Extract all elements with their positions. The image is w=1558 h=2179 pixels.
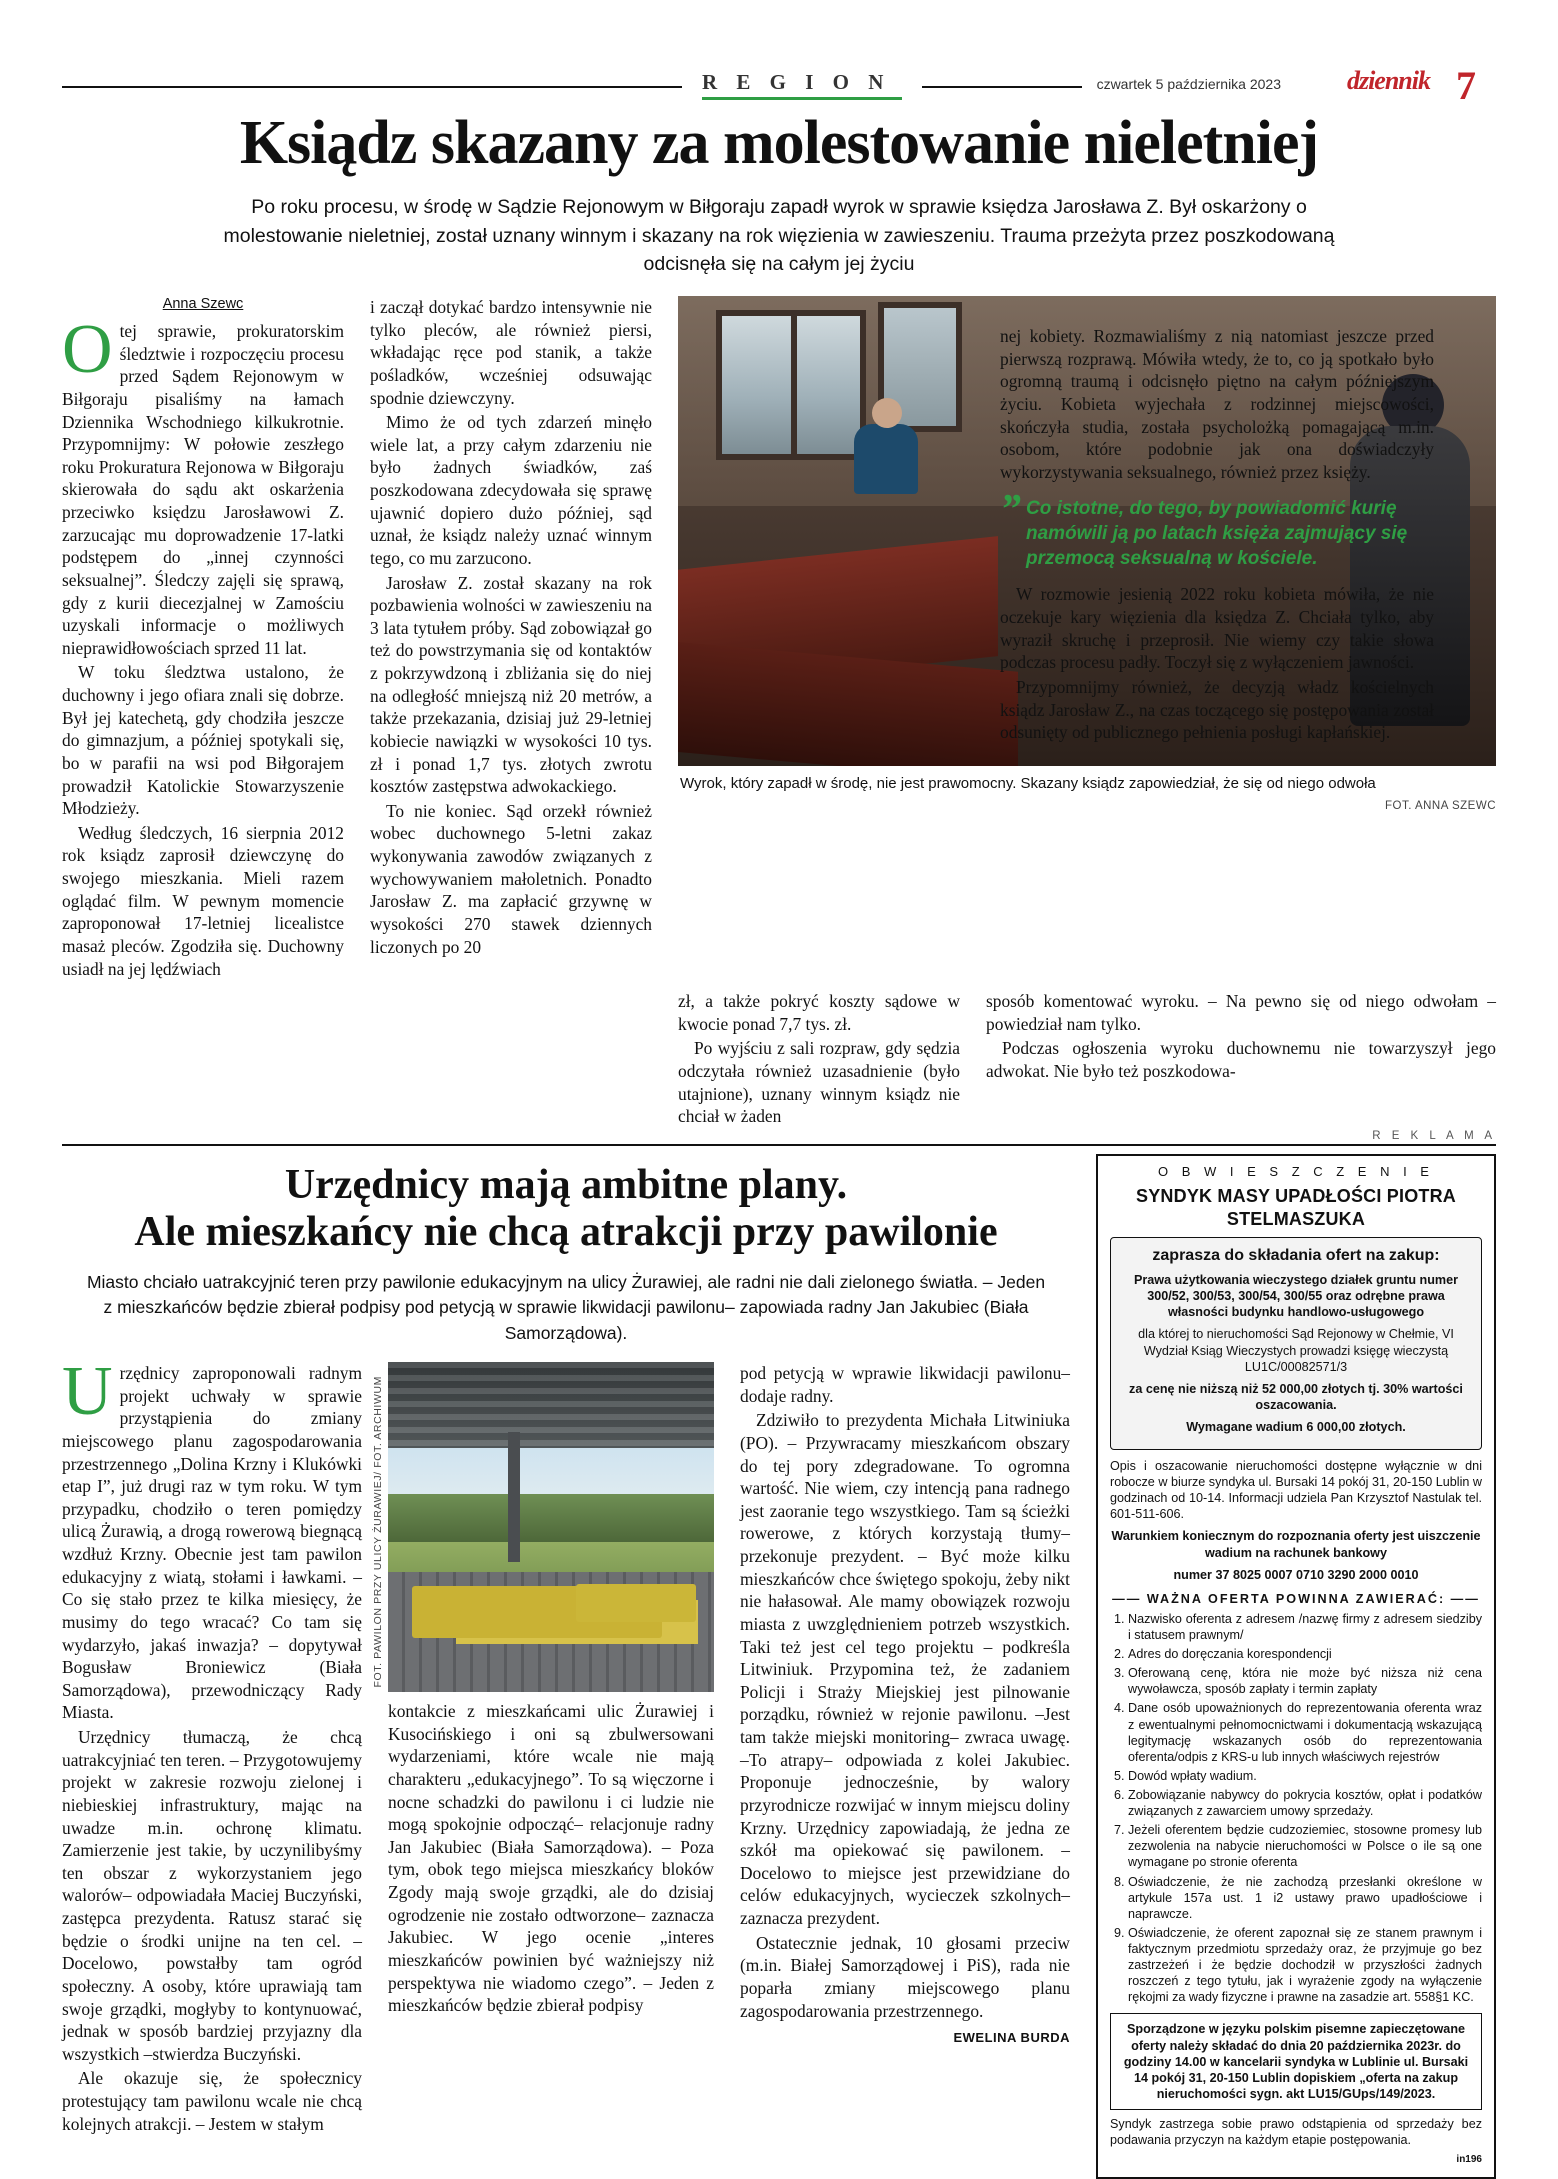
paragraph: Według śledczych, 16 sierpnia 2012 rok ksiądz zaprosił dziewczynę do swojego mieszkania. Mieli razem oglądać film. W pewnym momencie zaproponował 17-letniej licealistce masaż pleców. Zgodziła się. Duchowny usiadł na jej lędźwiach (62, 822, 344, 979)
paragraph (62, 311, 344, 659)
dropcap: O (62, 311, 113, 389)
article2-headline-line2: Ale mieszkańcy nie chcą atrakcji przy pawilonie (134, 1208, 998, 1255)
paragraph: Ale okazuje się, że społecznicy protestujący tam pawilonu wcale nie chcą kolejnych atrakcji. – Jestem w stałym (62, 2068, 362, 2134)
article1-headline: Ksiądz skazany za molestowanie nieletniej (239, 109, 1319, 177)
ad-condition: Warunkiem koniecznym do rozpoznania oferty jest uiszczenie wadium na rachunek bankowy (1111, 1529, 1481, 1560)
paragraph: To nie koniec. Sąd orzekł również wobec duchownego 5-letni zakaz wykonywania zawodów związanych z wychowywaniem małoletnich. Ponadto Jarosław Z. ma zapłacić grzywnę w wysokości 270 stawek dziennych liczonych po 20 (370, 800, 652, 957)
ad-title: SYNDYK MASY UPADŁOŚCI PIOTRA STELMASZUKA (1136, 1185, 1456, 1229)
section-divider-block (62, 1129, 1496, 1146)
article1-pullquote (1000, 487, 1434, 575)
dropcap: U (62, 1353, 113, 1431)
paragraph: Zdziwiło to prezydenta Michała Litwiniuka (PO). – Przywracamy mieszkańcom obszary do tej pory zdegradowane. To ogromna wartość. Nie wiem, czy intencją pana radnego jest zaoranie tego wszystkiego. Tam są ścieżki rowerowe, z których korzystają tłumy– przekonuje prezydent. – Być może kilku mieszkańców chce świętego spokoju, żeby nikt nie hałasował. Ale mamy obowiązek rozwoju miasta z uwzględnieniem potrzeb wszystkich. Taki też jest cel tego projektu – podkreśla Litwiniuk. Przypomina też, że zadaniem Policji i Straży Miejskiej jest pilnowanie porządku, również w rejonie pawilonu. –Jest tam także miejski monitoring– zwraca uwagę. –To atrapy– odpowiada z kolei Jakubiec. Proponuje jednocześnie, by walory przyrodnicze rozwijać w innym miejscu doliny Krzny. Urzędnicy zapowiadają, że jedna ze szkół ma opiekować się pawilonem. – Docelowo to miejsce jest przewidziane do celów edukacyjnych, wycieczek szkolnych–zaznacza prezydent. (740, 1410, 1070, 1929)
paragraph-text: tej sprawie, prokuratorskim śledztwie i rozpoczęciu procesu przed Sądem Rejonowym w Biłgoraju pisaliśmy na łamach Dziennika Wschodniego kilkukrotnie. Przypomnijmy: W połowie zeszłego roku Prokuratura Rejonowa w Biłgoraju skierowała do sądu akt oskarżenia przeciwko księdzu Jarosławowi Z. zarzucając mu doprowadzenie 17-latki podstępem do „innej czynności seksualnej”. Śledczy zajęli się sprawą, gdy z kurii diecezjalnej w Zamościu uzyskali informacje o możliwych nieprawidłowościach sprzed 11 lat. (62, 321, 344, 658)
paragraph: Przypomnijmy również, że decyzją władz kościelnych ksiądz Jarosław Z., na czas toczącego się postępowania został odsunięty od publicznego pełnienia posługi kapłańskiej. (1000, 676, 1434, 743)
article2-lead: Miasto chciało uatrakcyjnić teren przy pawilonie edukacyjnym na ulicy Żurawiej, ale radni nie dali zielonego światła. – Jeden z mieszkańców będzie zbierał podpisy pod petycją w sprawie likwidacji pawilonu– zapowiada radny Jan Jakubiec (Biała Samorządowa). (86, 1271, 1046, 1343)
pavilion-photo (388, 1362, 714, 1692)
masthead-rule-left (62, 86, 682, 88)
photo-bench-secondary (576, 1584, 696, 1622)
list-item: 4. Dane osób upoważnionych do reprezentowania oferenta wraz z ewentualnymi pełnomocnictwami i dokumentacją wskazującą legitymację wskazanych osób do reprezentowania oferenta/odpis z KRS-u lub innych właściwych rejestrów (1128, 1700, 1482, 1764)
paragraph: Jarosław Z. został skazany na rok pozbawienia wolności w zawieszeniu na 3 lata tytułem próby. Sąd zobowiązał go też do powstrzymania się od kontaktów z pokrzywdzoną i zbliżania się do niej na odległość mniejszą niż 20 metrów, a także przekazania, dzisiaj już 29-letniej kobiecie nawiązki w wysokości 10 tys. zł i ponad 1,7 tys. złotych zwrotu kosztów zastępstwa adwokackiego. (370, 572, 653, 797)
ad-rights: Prawa użytkowania wieczystego działek gruntu numer 300/52, 300/53, 300/54, 300/55 oraz odrębne prawa własności budynku handlowo-usługowego (1133, 1273, 1459, 1320)
ad-final-note: Syndyk zastrzega sobie prawo odstąpienia od sprzedaży bez podawania przyczyn na każdym etapie postępowania. (1110, 2116, 1482, 2148)
list-item: 2. Adres do doręczania korespondencji (1128, 1646, 1482, 1662)
paragraph: zł, a także pokryć koszty sądowe w kwocie ponad 7,7 tys. zł. (678, 991, 960, 1034)
list-item: 6. Zobowiązanie nabywcy do pokrycia kosztów, opłat i podatków związanych z zawarciem umowy sprzedaży. (1128, 1787, 1482, 1819)
paragraph: Ostatecznie jednak, 10 głosami przeciw (m.in. Białej Samorządowej i PiS), rada nie poparła zmiany miejscowego planu zagospodarowania przestrzennego. (740, 1932, 1070, 2021)
paragraph: Podczas ogłoszenia wyroku duchownemu nie towarzyszył jego adwokat. Nie było też poszkodowa- (986, 1038, 1496, 1082)
article1-right-column (1000, 325, 1434, 744)
article1-photo-credit: FOT. ANNA SZEWC (1384, 799, 1496, 812)
section-underline (702, 97, 902, 100)
article2 (62, 1154, 1070, 2179)
ad-price: za cenę nie niższą niż 52 000,00 złotych tj. 30% wartości oszacowania. (1129, 1381, 1463, 1412)
paragraph: pod petycją w wprawie likwidacji pawilonu– dodaje radny. (740, 1363, 1070, 1406)
dash-right: —— (1445, 1591, 1480, 1606)
date-label: czwartek 5 października 2023 (1096, 76, 1281, 92)
article2-photo-credit: FOT. PAWILON PRZY ULICY ŻURAWIEJ/ FOT. ARCHIWUM (372, 1376, 384, 1688)
ad-requirements-list (1110, 1611, 1482, 2006)
ad-offer-title-text: WAŻNA OFERTA POWINNA ZAWIERAĆ: (1146, 1591, 1446, 1606)
ad-account-number: numer 37 8025 0007 0710 3290 2000 0010 (1173, 1567, 1419, 1582)
page-number: 7 (1456, 63, 1476, 108)
paragraph: Mimo że od tych zdarzeń minęło wiele lat, a przy całym zdarzeniu nie było żadnych świadków, zaś poszkodowana zdecydowała się sprawę ujawnić dopiero dużo później, sąd uznał, że ksiądz należy uznać winnym tego, co mu zarzucono. (370, 412, 652, 568)
article2-headline (62, 1162, 1070, 1256)
quote-icon: ” (1000, 487, 1021, 534)
paragraph (62, 1353, 362, 1724)
paragraph: sposób komentować wyroku. – Na pewno się od niego odwołam – powiedział nam tylko. (986, 991, 1496, 1034)
article1-column-1 (62, 296, 344, 980)
paragraph-text: rzędnicy zaproponowali radnym projekt uchwały w sprawie przystąpienia do zmiany miejscowego planu zagospodarowania przestrzennego „Dolina Krzny i Klukówki etap I”, już drugi raz w tym roku. W tym przypadku, chodziło o teren pomiędzy ulicą Żurawią, a drogą rowerową biegnącą wzdłuż Krzny. Obecnie jest tam pawilon edukacyjny z wiatą, stołami i ławkami. – Co się stało przez te kilka miesięcy, że musimy do tego wracać? Co tam się wydarzyło, jakaś inwazja? – dopytywał Bogusław Broniewicz (Biała Samorządowa), przewodniczący Rady Miasta. (62, 1363, 362, 1723)
article1-byline: Anna Szewc (162, 296, 244, 313)
lower-section (62, 1154, 1496, 2179)
article1-lead: Po roku procesu, w środę w Sądzie Rejonowym w Biłgoraju zapadł wyrok w sprawie księdza Jarosława Z. Był oskarżony o molestowanie nieletniej, został uznany winnym i skazany na rok więzienia w zawieszeniu. Trauma przeżyta przez poszkodowaną odcisnęła się na całym jej życiu (223, 196, 1335, 275)
list-item: 9. Oświadczenie, że oferent zapoznał się ze stanem prawnym i faktycznym przedmiotu sprzedaży oraz, że przyjmuje go bez zastrzeżeń i że będzie dochodził w przyszłości żadnych roszczeń z tego tytułu, jak i wyrażenie zgody na wyłączenie rękojmi za wady fizyczne i prawne na zasadzie art. 558§1 KC. (1128, 1925, 1482, 2006)
section-label: R E G I O N (702, 70, 891, 94)
horizontal-rule (62, 1144, 1496, 1146)
paragraph: kontakcie z mieszkańcami ulic Żurawiej i Kusocińskiego i oni są zbulwersowani wydarzeniami, które wcale nie mają charakteru „edukacyjnego”. To są więczorne i nocne schadzki do pawilonu i ci ludzie nie mogą spokojnie odpocząć– relacjonuje radny Jan Jakubiec (Biała Samorządowa). – Poza tym, obok tego miejsca mieszkańcy bloków Zgody mają swoje grządki, ale do dzisiaj ogrodzenie nie zostało odtworzone– zaznacza Jakubiec. W jego ocenie „interes mieszkańców powinien być ważniejszy niż perspektywa nie wiadomo czego”. – Jeden z mieszkańców będzie zbierał podpisy (388, 1701, 714, 2016)
brand-logo: dziennik (1346, 66, 1430, 95)
article2-headline-line1: Urzędnicy mają ambitne plany. (284, 1161, 848, 1208)
masthead-rule-right (922, 86, 1082, 88)
list-item: 1. Nazwisko oferenta z adresem /nazwę firmy z adresem siedziby i statusem prawnym/ (1128, 1611, 1482, 1643)
reklama-label: R E K L A M A (1372, 1129, 1496, 1142)
ad-registry: dla której to nieruchomości Sąd Rejonowy w Chełmie, VI Wydział Ksiąg Wieczystych prowadzi księgę wieczystą LU1C/00082571/3 (1138, 1327, 1454, 1374)
article1-column-5 (678, 990, 960, 1128)
photo-post (508, 1432, 520, 1562)
article2-author: EWELINA BURDA (953, 2030, 1070, 2046)
article1-body-continued (62, 990, 1496, 1128)
masthead (62, 60, 1496, 106)
article1-column-2 (370, 296, 652, 980)
ad-header: O B W I E S Z C Z E N I E (1158, 1163, 1434, 1179)
dash-left: —— (1112, 1591, 1147, 1606)
ad-invite: zaprasza do składania ofert na zakup: (1152, 1246, 1440, 1264)
photo-ceiling (388, 1362, 714, 1448)
paragraph: Po wyjściu z sali rozpraw, gdy sędzia odczytała również uzasadnienie (było utajnione), uznany winnym ksiądz nie chciał w żaden (678, 1038, 960, 1127)
article1-column-3-cont (62, 990, 344, 1128)
paragraph: Urzędnicy tłumaczą, że chcą uatrakcyjniać ten teren. – Przygotowujemy projekt w zakresie rozwoju zielonej i niebieskiej infrastruktury, mając na uwadze m.in. ochronę klimatu. Zamierzenie jest takie, by uczynilibyśmy ten obszar z wykorzystaniem jego walorów– odpowiadała Maciej Buczyński, zastępca prezydenta. Ratusz starać się będzie o środki unijne na ten cel. – Docelowo, powstałby tam ogród społeczny. A osoby, które uprawiają tam swoje grządki, mogłyby to kontynuować, jednak w sposób bardziej przyjazny dla wszystkich –stwierdza Buczyński. (62, 1727, 362, 2064)
paragraph: nej kobiety. Rozmawialiśmy z nią natomiast jeszcze przed pierwszą rozprawą. Mówiła wtedy, że to, co ją spotkało było ogromną traumą i odcisnęło piętno na całym późniejszym życiu. Kobieta wyjechała z rodzinnej miejscowości, skończyła studia, została psycholożką pomagającą m.in. osobom, które podobnie jak ona doświadczyły wykorzystywania seksualnego, również przez księży. (1000, 326, 1434, 482)
paragraph: i zaczął dotykać bardzo intensywnie nie tylko pleców, ale również piersi, wkładając ręce pod stanik, a także pośladków, wcześniej odsuwając spodnie dziewczyny. (370, 297, 652, 408)
list-item: 3. Oferowaną cenę, która nie może być niższa niż cena wywoławcza, sposób zapłaty i termin zapłaty (1128, 1665, 1482, 1697)
article1-column-6 (986, 990, 1496, 1128)
ad-code: in196 (1456, 2154, 1482, 2166)
ad-offer-box (1110, 1237, 1482, 1450)
paragraph: W rozmowie jesienią 2022 roku kobieta mówiła, że nie oczekuje kary więzienia dla księdza Z. Chciała tylko, aby wyraził skruchę i przeprosił. Nie wiemy czy takie słowa podczas procesu padły. Toczył się z wyłączeniem jawności. (1000, 584, 1434, 673)
article2-column-3 (740, 1362, 1070, 2135)
list-item: 5. Dowód wpłaty wadium. (1128, 1768, 1482, 1784)
ad-description: Opis i oszacowanie nieruchomości dostępne wyłącznie w dni robocze w biurze syndyka ul. Bursaki 14 pokój 31, 20-150 Lublin w godzinach od 10-14. Informacji udziela Pan Krzysztof Nastulak tel. 601-511-606. (1110, 1459, 1482, 1522)
article2-column-1 (62, 1353, 362, 2135)
article1-column-4-cont (370, 990, 652, 1128)
ad-deadline-box: Sporządzone w języku polskim pisemne zapieczętowane oferty należy składać do dnia 20 października 2023r. do godziny 14.00 w kancelarii syndyka w Lublinie ul. Bursaki 14 pokój 31, 20-150 Lublin dopiskiem „oferta na zakup nieruchomości sygn. akt LU15/GUps/149/2023. (1110, 2013, 1482, 2110)
advertisement-box (1096, 1154, 1496, 2179)
list-item: 8. Oświadczenie, że nie zachodzą przesłanki określone w artykule 157a ust. 1 i2 ustawy prawo upadłościowe i naprawcze. (1128, 1874, 1482, 1922)
article2-body (62, 1353, 1070, 2135)
article1-photo-caption: Wyrok, który zapadł w środę, nie jest prawomocny. Skazany ksiądz zapowiedział, że się od niego odwoła (680, 775, 1376, 793)
list-item: 7. Jeżeli oferentem będzie cudzoziemiec, stosowne promesy lub zezwolenia na nabycie nieruchomości w Polsce o ile są one wymagane po stronie oferenta (1128, 1822, 1482, 1870)
article2-column-2 (372, 1362, 714, 2135)
paragraph: W toku śledztwa ustalono, że duchowny i jego ofiara znali się dobrze. Był jej katechetą, gdy chodziła jeszcze do gimnazjum, a później spotykali się, bo w parafii na wsi pod Biłgorajem prowadził Katolickie Stowarzyszenie Młodzieży. (62, 662, 344, 819)
ad-wadium: Wymagane wadium 6 000,00 złotych. (1186, 1419, 1406, 1434)
photo-window (716, 310, 866, 460)
ad-offer-requirements-title (1110, 1591, 1482, 1607)
photo-seated-person (854, 424, 918, 494)
pullquote-text: Co istotne, do tego, by powiadomić kurię namówili ją po latach księża zajmujący się przemocą seksualną w kościele. (1026, 498, 1408, 569)
